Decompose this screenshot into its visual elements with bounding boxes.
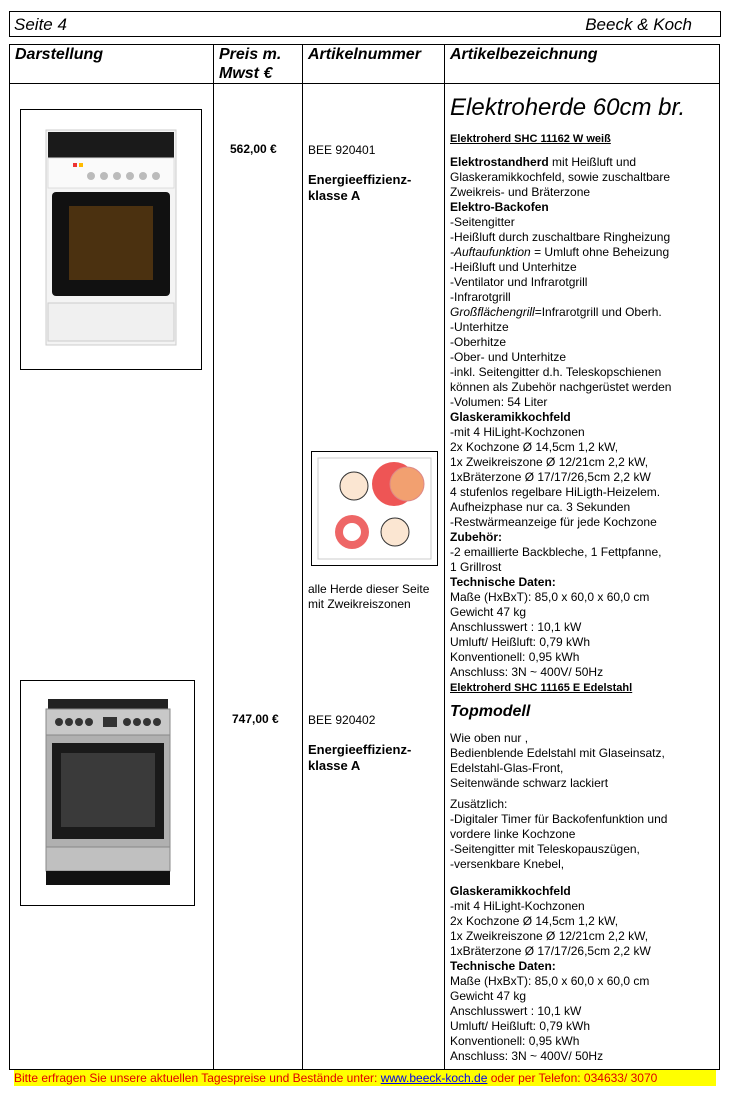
description-line: Glaskeramikkochfeld, sowie zuschaltbare [450, 170, 671, 184]
product-description-specs [450, 884, 651, 1064]
description-line: Konventionell: 0,95 kWh [450, 1034, 580, 1048]
description-line: -mit 4 HiLight-Kochzonen [450, 425, 585, 439]
column-divider [444, 44, 445, 1070]
description-line: Anschluss: 3N ~ 400V/ 50Hz [450, 665, 604, 679]
energy-class: Energieeffizienz- klasse A [308, 742, 412, 773]
product-description-extra [450, 797, 667, 872]
energy-class: Energieeffizienz- klasse A [308, 172, 412, 203]
column-header-artikelbezeichnung: Artikelbezeichnung [450, 46, 598, 63]
description-line: Zusätzlich: [450, 797, 508, 811]
description-line: 1 Grillrost [450, 560, 502, 574]
description-line: 4 stufenlos regelbare HiLigth-Heizelem. [450, 485, 661, 499]
description-line: -Restwärmeanzeige für jede Kochzone [450, 515, 657, 529]
description-line: -Seitengitter mit Teleskopauszügen, [450, 842, 640, 856]
description-line: 1x Zweikreiszone Ø 12/21cm 2,2 kW, [450, 929, 649, 943]
article-number: BEE 920401 [308, 143, 376, 157]
description-line: Anschlusswert : 10,1 kW [450, 620, 582, 634]
description-line: Wie oben nur , [450, 731, 529, 745]
description-line: Zubehör: [450, 530, 502, 544]
page-number: Seite 4 [14, 15, 67, 34]
table-header-divider [9, 83, 720, 84]
product-name: Elektroherd SHC 11162 W weiß [450, 133, 611, 145]
hob-zone-diagram [311, 451, 438, 566]
description-line: -2 emaillierte Backbleche, 1 Fettpfanne, [450, 545, 662, 559]
description-line: -Infrarotgrill [450, 290, 511, 304]
description-line: Gewicht 47 kg [450, 605, 527, 619]
section-title: Elektroherde 60cm br. [450, 94, 686, 121]
description-line: Technische Daten: [450, 959, 556, 973]
product-subtitle: Topmodell [450, 703, 531, 720]
description-line: Maße (HxBxT): 85,0 x 60,0 x 60,0 cm [450, 974, 650, 988]
column-header-artikelnummer: Artikelnummer [308, 46, 421, 63]
description-line: Edelstahl-Glas-Front, [450, 761, 564, 775]
description-line: -Seitengitter [450, 215, 515, 229]
description-line: Aufheizphase nur ca. 3 Sekunden [450, 500, 631, 514]
description-line: Glaskeramikkochfeld [450, 884, 571, 898]
description-line: 1xBräterzone Ø 17/17/26,5cm 2,2 kW [450, 470, 651, 484]
description-line: -Ventilator und Infrarotgrill [450, 275, 588, 289]
product-description [450, 170, 671, 680]
description-line: Gewicht 47 kg [450, 989, 527, 1003]
description-line: -Heißluft und Unterhitze [450, 260, 577, 274]
column-divider [213, 44, 214, 1070]
description-line: -inkl. Seitengitter d.h. Teleskopschienen [450, 365, 662, 379]
description-line: -Volumen: 54 Liter [450, 395, 548, 409]
website-link[interactable]: www.beeck-koch.de [380, 1071, 488, 1085]
column-header-preis: Preis m. Mwst € [219, 46, 282, 82]
product-description-intro: Elektrostandherd mit Heißluft und [450, 155, 637, 169]
page-header [9, 11, 721, 37]
description-line: Anschlusswert : 10,1 kW [450, 1004, 582, 1018]
product-price: 562,00 € [230, 142, 277, 156]
description-line: -Unterhitze [450, 320, 509, 334]
description-line: vordere linke Kochzone [450, 827, 576, 841]
description-line: Maße (HxBxT): 85,0 x 60,0 x 60,0 cm [450, 590, 650, 604]
description-line: 1x Zweikreiszone Ø 12/21cm 2,2 kW, [450, 455, 649, 469]
zone-note: alle Herde dieser Seite mit Zweikreiszonen [308, 582, 430, 611]
footer-notice: Bitte erfragen Sie unsere aktuellen Tagespreise und Bestände unter: www.beeck-koch.de oder per Telefon: 034633/ 3070 [14, 1070, 716, 1086]
description-line: Konventionell: 0,95 kWh [450, 650, 580, 664]
description-line: Anschluss: 3N ~ 400V/ 50Hz [450, 1049, 604, 1063]
description-line: Glaskeramikkochfeld [450, 410, 571, 424]
description-line: Umluft/ Heißluft: 0,79 kWh [450, 1019, 591, 1033]
description-line: Umluft/ Heißluft: 0,79 kWh [450, 635, 591, 649]
description-line: -Oberhitze [450, 335, 507, 349]
description-line: Elektro-Backofen [450, 200, 549, 214]
description-line: Technische Daten: [450, 575, 556, 589]
column-header-darstellung: Darstellung [15, 46, 104, 63]
description-line: Seitenwände schwarz lackiert [450, 776, 609, 790]
description-line: -Ober- und Unterhitze [450, 350, 567, 364]
description-line: 2x Kochzone Ø 14,5cm 1,2 kW, [450, 914, 619, 928]
product-description [450, 731, 665, 791]
description-line: -versenkbare Knebel, [450, 857, 565, 871]
product-name: Elektroherd SHC 11165 E Edelstahl [450, 682, 633, 694]
description-line: -mit 4 HiLight-Kochzonen [450, 899, 585, 913]
description-line: Großflächengrill=Infrarotgrill und Oberh. [450, 305, 662, 319]
product-image-white-stove [20, 109, 202, 370]
description-line: -Heißluft durch zuschaltbare Ringheizung [450, 230, 671, 244]
description-line: 1xBräterzone Ø 17/17/26,5cm 2,2 kW [450, 944, 651, 958]
article-number: BEE 920402 [308, 713, 376, 727]
description-line: -Auftaufunktion = Umluft ohne Beheizung [450, 245, 670, 259]
column-divider [302, 44, 303, 1070]
product-image-steel-stove [20, 680, 195, 906]
company-name: Beeck & Koch [585, 15, 692, 34]
description-line: Bedienblende Edelstahl mit Glaseinsatz, [450, 746, 665, 760]
description-line: 2x Kochzone Ø 14,5cm 1,2 kW, [450, 440, 619, 454]
product-price: 747,00 € [232, 712, 279, 726]
description-line: Zweikreis- und Bräterzone [450, 185, 591, 199]
description-line: -Digitaler Timer für Backofenfunktion und [450, 812, 668, 826]
description-line: können als Zubehör nachgerüstet werden [450, 380, 672, 394]
